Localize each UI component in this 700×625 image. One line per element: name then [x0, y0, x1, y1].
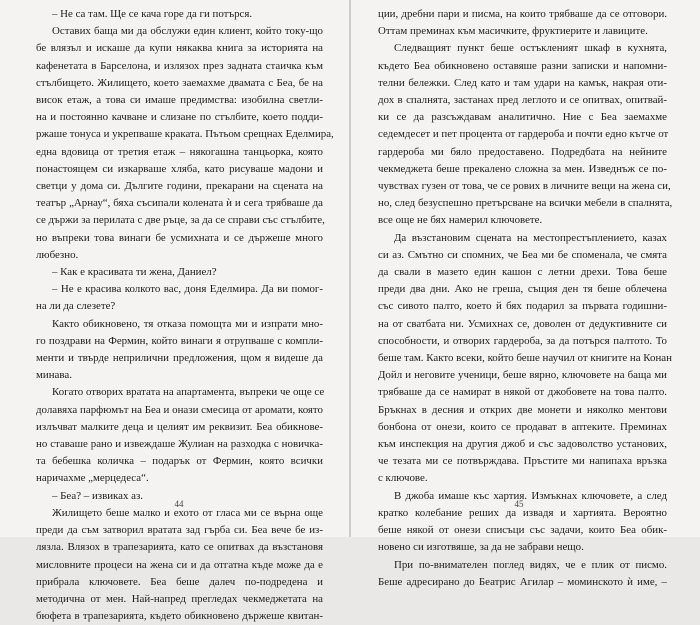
text-line: Да възстановим сцената на местопрестъплението, казах: [394, 231, 667, 244]
text-line: долавяха парфюмът на Беа и онази смесица от аромати, която: [36, 403, 323, 416]
text-line: любезно.: [36, 248, 79, 261]
text-line: Както обикновено, тя отказа помощта ми и изпрати мно-: [52, 317, 323, 330]
text-line: При по-внимателен поглед видях, че е плик от писмо.: [394, 558, 667, 571]
text-line: Дойл и неговите ученици, беше вярно, ключовете на баща ми: [378, 369, 667, 382]
text-line: наричахме „мерцедеса“.: [36, 472, 149, 485]
text-line: се държи за перилата с две ръце, за да се справи със стълбите,: [36, 214, 325, 227]
text-line: беше някой от онези списъци със задачи, които Беа обик-: [378, 524, 667, 537]
text-line: новено си изготвяше, за да не забрави нещо.: [378, 541, 584, 554]
text-line: лязла. Влязох в трапезарията, като се опитвах да възстановя: [36, 541, 323, 554]
text-line: – Не е красива колкото вас, доня Еделмира. Да ви помог-: [52, 283, 323, 296]
text-line: минава.: [36, 369, 72, 382]
text-line: но въпреки това винаги бе усмихната и се държеше много: [36, 231, 323, 244]
text-line: дох в спалнята, застанах пред леглото и се опитвах, опитвай-: [378, 94, 667, 107]
text-line: на и постоянно качване и слизане по стълбите, което подди-: [36, 111, 323, 124]
right-page-number: 45: [514, 499, 524, 509]
text-line: все още не бях намерил ключовете.: [378, 214, 543, 227]
text-line: чувствах гузен от това, че се рових в личните вещи на жена си,: [378, 180, 671, 193]
left-page: [0, 0, 349, 623]
text-line: В джоба имаше къс хартия. Измъкнах ключовете, а след: [394, 489, 667, 502]
text-line: Жилището беше малко и ехото от гласа ми се върна още: [52, 506, 323, 519]
text-line: телни бележки. След като и там удари на камък, накрая оти-: [378, 76, 667, 89]
text-line: ции, дребни пари и писма, на които трябваше да се отговори.: [378, 8, 667, 20]
text-line: прибрала ключовете. Беа беше далеч по-подредена и: [36, 575, 323, 588]
text-line: ки се да разсъждавам аналитично. Ние с Беа заемахме: [378, 111, 667, 124]
text-line: където Беа обикновено оставяше разни записки и напомни-: [378, 59, 667, 72]
text-line: стълбището. Жилището, което заемахме двамата с Беа, бе на: [36, 76, 323, 89]
text-line: кафенетата в Барселона, и излязох през задната стаичка към: [36, 59, 323, 72]
text-line: на от сватбата ни. Усмихнах се, доволен от дедуктивните си: [378, 317, 667, 330]
text-line: висок етаж, а това си имаше предимства: изобилна светли-: [36, 94, 323, 107]
text-line: на ли да слезете?: [36, 300, 116, 313]
text-line: Оттам преминах към масичките, фруктиерите и лавиците.: [378, 25, 648, 38]
text-line: бе влязъл и искаше да купи някаква книга за историята на: [36, 42, 323, 55]
text-line: трябваше да се намират в някой от джобовете на това палто.: [378, 386, 667, 399]
text-line: към инспекция на другия джоб и със задоволство установих,: [378, 438, 667, 451]
text-line: Когато отворих вратата на апартамента, въпреки че още се: [52, 386, 325, 399]
text-line: беше там. Както всеки, който беше научил от книгите на Конан: [378, 352, 672, 365]
text-line: понастоящем си изкарваше хляба, като рисуваше мадони и: [36, 162, 323, 175]
text-line: но, след безуспешно претърсване на всички мебели в спалнята,: [378, 197, 673, 210]
text-line: бонбона от онези, които се продават в аптеките. Преминах: [378, 420, 667, 433]
text-line: та бебешка количка – подарък от Фермин, която всички: [36, 455, 323, 468]
text-line: – Беа? – извиках аз.: [52, 489, 144, 502]
text-line: Следващият пункт беше остъкленият шкаф в кухнята,: [394, 42, 667, 55]
text-line: преди да съм затворил вратата зад гърба си. Беа вече бе из-: [36, 524, 323, 537]
text-line: със сивото палто, което й бях подарил за първата годишни-: [378, 300, 667, 313]
text-line: методична от мен. Най-напред прегледах чекмеджетата на: [36, 592, 323, 605]
text-line: – Не са там. Ще се качa горе да ги потърся.: [52, 8, 253, 20]
text-line: кратко колебание реших да извадя и хартията. Вероятно: [378, 506, 667, 519]
text-line: преди два дни. Ако не греша, същия ден тя беше облечена: [378, 283, 667, 296]
text-line: да свали в мазето един кашон с летни дрехи. Това беше: [378, 266, 667, 279]
text-line: Бръкнах в десния и открих две монети и няколко ментови: [378, 403, 667, 416]
text-line: чекмеджета беше прекалено сложна за мен. Изведнъж се по-: [378, 162, 667, 175]
left-page-number: 44: [174, 499, 184, 509]
text-line: че тезата ми се потвърждава. Пръстите ми напипаха връзка: [378, 455, 667, 468]
text-line: способности, и отворих гардероба, за да потърся палтото. То: [378, 334, 667, 347]
text-line: менти и твърде неприлични предложения, щом я видеше да: [36, 352, 323, 365]
right-page: [351, 0, 700, 588]
text-line: си аз. Смътно си спомних, че Беа ми бе споменала, че смята: [378, 248, 667, 261]
text-line: гардероба ми бяло предоставено. Подредбата на нейните: [378, 145, 667, 158]
text-line: – Как е красивата ти жена, Даниел?: [52, 266, 217, 279]
text-line: Оставих баща ми да обслужи един клиент, който току-що: [52, 25, 323, 38]
text-line: една вдовица от третия етаж – някогашна танцьорка, която: [36, 145, 323, 158]
text-line: с ключове.: [378, 472, 428, 485]
text-line: седемдесет и пет процента от гардероба и почти едно кътче от: [378, 128, 669, 141]
text-line: бюфета в трапезарията, където обикновено държеше квитан-: [36, 610, 323, 623]
left-page-text: [36, 6, 334, 625]
text-line: театър „Арнау“, бяха съсипали колената ѝ и сега трябваше да: [36, 197, 323, 210]
text-line: но ставаше рано и извеждаше Жулиан на разходка с новичка-: [36, 438, 323, 451]
text-line: го поздрави на Фермин, който винаги я отрупваше с компли-: [36, 334, 323, 347]
text-line: излъчват малките деца и целият им реквизит. Беа обикнове-: [36, 420, 323, 433]
text-line: Беше адресирано до Беатрис Агилар – моминското ѝ име, –: [378, 575, 667, 588]
text-line: ржаше тонуса и укрепваше краката. Пътьом срещнах Еделмира,: [36, 128, 334, 141]
text-line: мисловните процеси на жена си и да отгатна къде може да е: [36, 558, 323, 571]
text-line: светци у дома си. Дългите години, прекарани на сцената на: [36, 180, 323, 193]
